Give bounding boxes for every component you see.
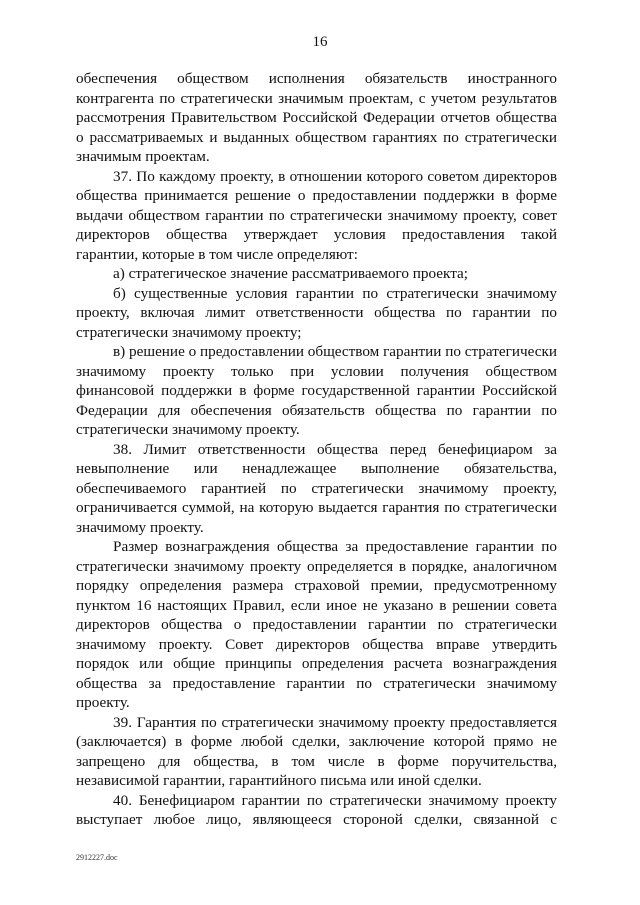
paragraph-item-39: 39. Гарантия по стратегически значимому проекту предоставляется (заключается) в форме любой сделки, заключение которой прямо не запрещено для общества, в том числе в форме поручительства, независимой гарантии, гарантийного письма или иной сделки. — [76, 713, 557, 789]
paragraph-subitem-a: а) стратегическое значение рассматриваемого проекта; — [113, 265, 469, 282]
paragraph-item-40: 40. Бенефициаром гарантии по стратегически значимому проекту выступает любое лицо, являющееся стороной сделки, связанной с — [76, 791, 557, 828]
paragraph-remuneration: Размер вознаграждения общества за предоставление гарантии по стратегически значимому проекту определяется в порядке, аналогичном порядку определения размера страховой премии, предусмотренному пунктом 16 настоящих Правил, если иное не указано в решении совета директоров общества о предоставлении гарантии по стратегически значимому проекту. Совет директоров общества вправе утвердить порядок или общие принципы определения расчета вознаграждения общества за предоставление гарантии по стратегически значимому проекту. — [76, 538, 557, 711]
paragraph-item-38: 38. Лимит ответственности общества перед бенефициаром за невыполнение или ненадлежащее выполнение обязательства, обеспечиваемого гарантией по стратегически значимому проекту, ограничивается суммой, на которую выдается гарантия по стратегически значимому проекту. — [76, 440, 557, 536]
paragraph-subitem-b: б) существенные условия гарантии по стратегически значимому проекту, включая лимит ответственности общества по гарантии по стратегически значимому проекту; — [76, 284, 557, 341]
file-name-footer: 2912227.doc — [76, 853, 118, 862]
paragraph-continuation: обеспечения обществом исполнения обязательств иностранного контрагента по стратегически значимым проектам, с учетом результатов рассмотрения Правительством Российской Федерации отчетов общества о рассматриваемых и выданных обществом гарантиях по стратегически значимым проектам. — [76, 70, 557, 165]
page-number: 16 — [312, 34, 328, 50]
paragraph-subitem-v: в) решение о предоставлении обществом гарантии по стратегически значимому проекту только при условии получения обществом финансовой поддержки в форме государственной гарантии Российской Федерации для обеспечения обязательств общества по гарантии по стратегически значимому проекту. — [76, 343, 557, 438]
document-body — [76, 69, 557, 830]
paragraph-item-37: 37. По каждому проекту, в отношении которого советом директоров общества принимается решение о предоставлении поддержки в форме выдачи обществом гарантии по стратегически значимому проекту, совет директоров общества утверждает условия предоставления такой гарантии, которые в том числе определяют: — [76, 167, 557, 263]
